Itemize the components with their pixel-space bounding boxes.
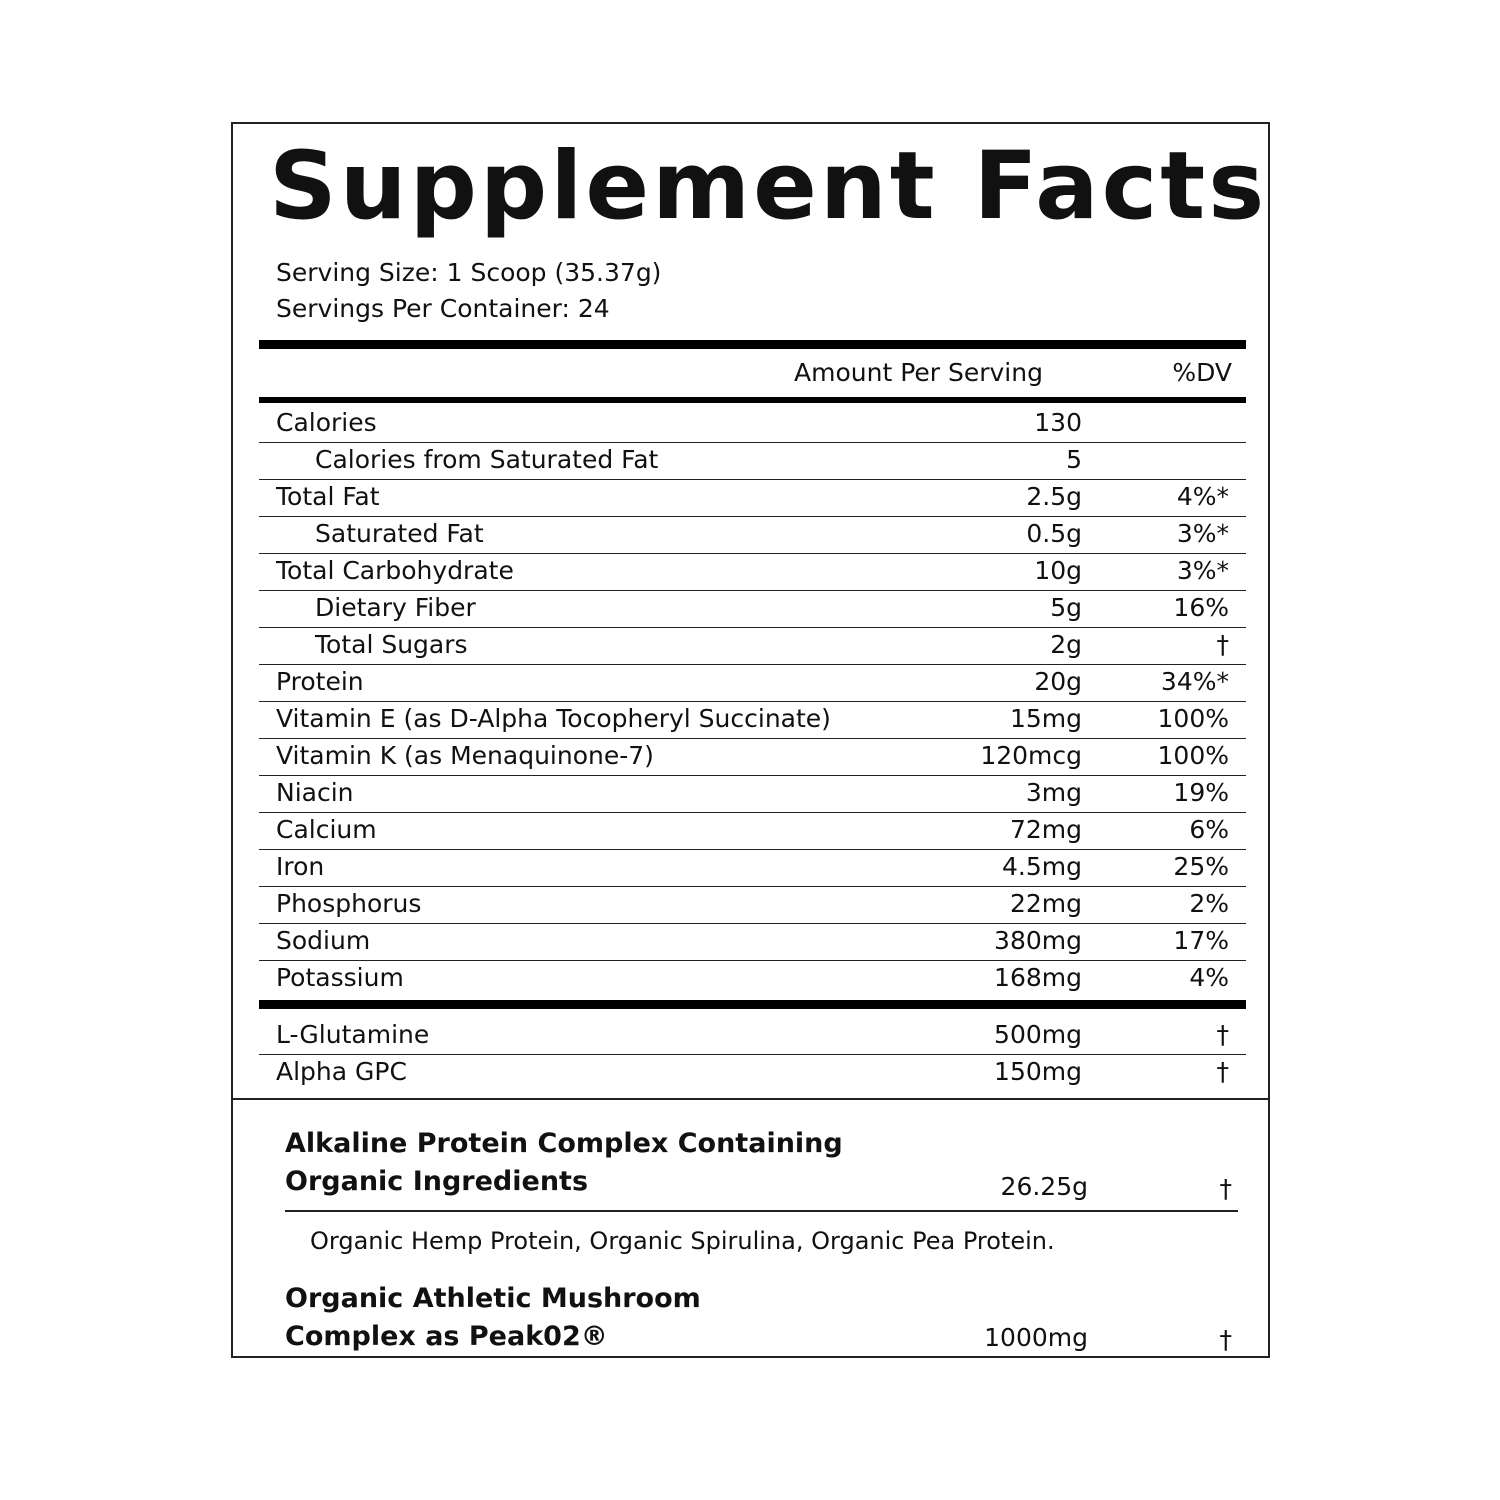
nutrient-amount: 72mg: [1009, 815, 1082, 844]
nutrient-name: Protein: [276, 667, 364, 696]
table-row: [259, 850, 1246, 887]
nutrient-name: Niacin: [276, 778, 354, 807]
serving-size: Serving Size: 1 Scoop (35.37g): [276, 258, 662, 287]
table-row: [259, 517, 1246, 554]
nutrient-amount: 168mg: [994, 963, 1082, 992]
nutrient-dv: †: [1216, 1020, 1229, 1049]
table-row: [259, 443, 1246, 480]
nutrient-amount: 22mg: [1009, 889, 1082, 918]
blend-dv: †: [1219, 1174, 1232, 1203]
nutrient-amount: 130: [1034, 408, 1082, 437]
nutrient-dv: 3%*: [1176, 556, 1229, 585]
section-divider: [233, 1098, 1268, 1100]
table-row: [259, 480, 1246, 517]
table-row: [259, 702, 1246, 739]
nutrient-dv: 34%*: [1160, 667, 1229, 696]
nutrient-name: Total Sugars: [315, 630, 468, 659]
nutrient-amount: 0.5g: [1026, 519, 1082, 548]
servings-per-container: Servings Per Container: 24: [276, 294, 610, 323]
nutrient-amount: 5: [1066, 445, 1082, 474]
table-row: [259, 813, 1246, 850]
nutrient-name: Vitamin K (as Menaquinone-7): [276, 741, 654, 770]
blend-title-line2: Organic Ingredients: [285, 1166, 589, 1197]
nutrient-name: Iron: [276, 852, 325, 881]
nutrient-dv: 2%: [1189, 889, 1229, 918]
nutrient-name: Total Fat: [276, 482, 380, 511]
supplement-facts-panel: [231, 122, 1270, 1358]
thick-divider-middle: [259, 1000, 1246, 1009]
nutrient-name: Potassium: [276, 963, 404, 992]
nutrient-amount: 5g: [1050, 593, 1082, 622]
nutrient-amount: 150mg: [994, 1057, 1082, 1086]
nutrient-dv: 100%: [1157, 741, 1229, 770]
nutrient-amount: 2g: [1050, 630, 1082, 659]
nutrient-name: Calories: [276, 408, 377, 437]
nutrient-dv: 25%: [1173, 852, 1229, 881]
blend-divider: [285, 1210, 1238, 1212]
nutrient-dv: 3%*: [1176, 519, 1229, 548]
blend-amount: 26.25g: [1000, 1172, 1088, 1201]
nutrient-amount: 2.5g: [1026, 482, 1082, 511]
nutrient-name: Saturated Fat: [315, 519, 484, 548]
blend-dv: †: [1219, 1325, 1232, 1354]
blend-title-line2: Complex as Peak02®: [285, 1321, 608, 1352]
nutrient-name: Alpha GPC: [276, 1057, 407, 1086]
table-row: [259, 887, 1246, 924]
header-amount-per-serving: Amount Per Serving: [794, 358, 1043, 387]
nutrient-name: Total Carbohydrate: [276, 556, 514, 585]
nutrient-dv: 19%: [1173, 778, 1229, 807]
table-row: [259, 591, 1246, 628]
header-dv: %DV: [1172, 358, 1232, 387]
nutrient-amount: 10g: [1034, 556, 1082, 585]
table-row: [259, 554, 1246, 591]
table-row: [259, 406, 1246, 443]
nutrient-amount: 15mg: [1009, 704, 1082, 733]
nutrient-amount: 380mg: [994, 926, 1082, 955]
nutrient-name: Sodium: [276, 926, 371, 955]
nutrient-dv: 17%: [1173, 926, 1229, 955]
nutrient-name: L-Glutamine: [276, 1020, 430, 1049]
nutrient-name: Calories from Saturated Fat: [315, 445, 659, 474]
table-row: [259, 776, 1246, 813]
nutrient-amount: 20g: [1034, 667, 1082, 696]
nutrient-dv: †: [1216, 1057, 1229, 1086]
nutrient-dv: 16%: [1173, 593, 1229, 622]
table-row: [259, 961, 1246, 998]
thick-divider-top: [259, 340, 1246, 349]
table-row: [259, 1018, 1246, 1055]
nutrient-name: Phosphorus: [276, 889, 422, 918]
nutrient-name: Dietary Fiber: [315, 593, 476, 622]
blend-amount: 1000mg: [984, 1323, 1088, 1352]
blend-title-line1: Alkaline Protein Complex Containing: [285, 1128, 843, 1159]
table-row: [259, 665, 1246, 702]
nutrient-amount: 120mcg: [980, 741, 1082, 770]
nutrient-dv: 4%*: [1176, 482, 1229, 511]
nutrient-dv: †: [1216, 630, 1229, 659]
nutrient-name: Vitamin E (as D-Alpha Tocopheryl Succinate): [276, 704, 831, 733]
nutrient-amount: 4.5mg: [1002, 852, 1082, 881]
table-row: [259, 628, 1246, 665]
nutrient-amount: 3mg: [1025, 778, 1082, 807]
nutrient-amount: 500mg: [994, 1020, 1082, 1049]
blend-ingredients: Organic Hemp Protein, Organic Spirulina, Organic Pea Protein.: [310, 1227, 1055, 1255]
header-divider: [259, 397, 1246, 403]
label-title: Supplement Facts: [269, 132, 1268, 241]
nutrient-dv: 4%: [1189, 963, 1229, 992]
table-row: [259, 1055, 1246, 1092]
table-row: [259, 739, 1246, 776]
blend-title-line1: Organic Athletic Mushroom: [285, 1283, 701, 1314]
table-row: [259, 924, 1246, 961]
nutrient-name: Calcium: [276, 815, 377, 844]
nutrient-dv: 6%: [1189, 815, 1229, 844]
nutrient-dv: 100%: [1157, 704, 1229, 733]
